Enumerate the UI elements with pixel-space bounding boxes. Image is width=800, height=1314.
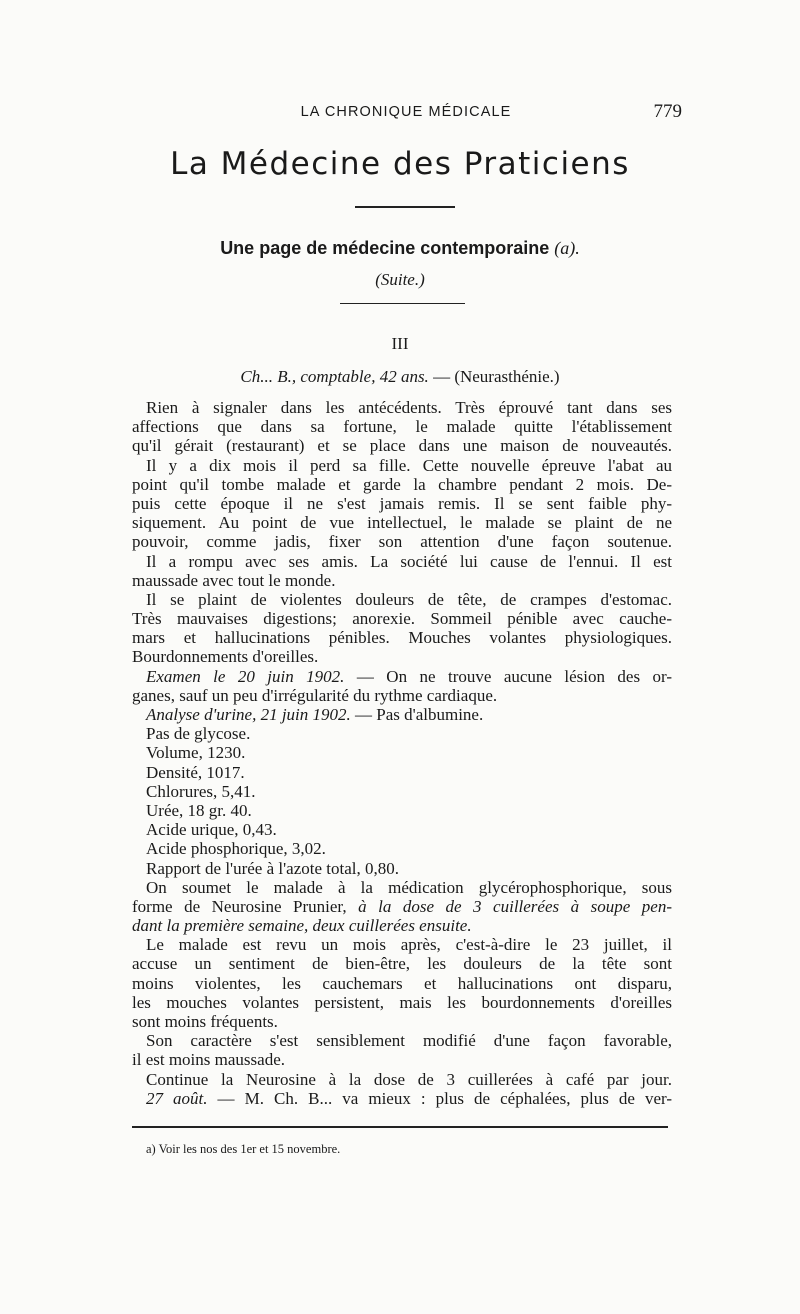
text-line xyxy=(132,667,672,686)
text-line xyxy=(132,417,672,436)
case-heading xyxy=(0,367,800,387)
text-span: Rapport de l'urée à l'azote total, 0,80. xyxy=(146,858,400,878)
text-span: dant la première semaine, deux cuillerées ensuite. xyxy=(132,916,472,936)
text-line xyxy=(132,820,672,839)
text-line xyxy=(132,705,672,724)
text-line xyxy=(132,974,672,993)
text-span: Il se plaint de violentes douleurs de tête, de crampes d'estomac. xyxy=(146,589,672,609)
text-line xyxy=(132,552,672,571)
text-span: Continue la Neurosine à la dose de 3 cuillerées à café par jour. xyxy=(146,1069,672,1089)
text-line xyxy=(132,494,672,513)
text-span: Son caractère s'est sensiblement modifié d'une façon favorable, xyxy=(146,1031,672,1051)
text-span: moins violentes, les cauchemars et hallucinations ont disparu, xyxy=(132,973,672,993)
text-line xyxy=(132,571,672,590)
text-span: — M. Ch. B... va mieux : plus de céphalées, plus de ver- xyxy=(207,1088,672,1108)
text-span: Examen le 20 juin 1902. xyxy=(146,666,345,686)
text-line xyxy=(132,1031,672,1050)
text-line xyxy=(132,686,672,705)
text-line xyxy=(132,436,672,455)
case-diagnosis: — (Neurasthénie.) xyxy=(428,367,560,386)
text-line xyxy=(132,590,672,609)
case-patient: Ch... B., comptable, 42 ans. xyxy=(240,367,429,386)
text-line xyxy=(132,839,672,858)
text-line xyxy=(132,1089,672,1108)
case-report-body xyxy=(132,398,672,1108)
text-line xyxy=(132,763,672,782)
footnote-divider xyxy=(132,1126,668,1128)
text-span: Très mauvaises digestions; anorexie. Sommeil pénible avec cauche- xyxy=(132,609,672,629)
text-span: Urée, 18 gr. 40. xyxy=(146,800,252,820)
text-span: à la dose de 3 cuillerées à soupe pen- xyxy=(358,896,672,916)
text-line xyxy=(132,398,672,417)
text-line xyxy=(132,456,672,475)
text-span: — On ne trouve aucune lésion des or- xyxy=(344,666,673,686)
text-span: Acide urique, 0,43. xyxy=(146,820,277,840)
text-span: Le malade est revu un mois après, c'est-à-dire le 23 juillet, il xyxy=(146,935,672,955)
text-span: Acide phosphorique, 3,02. xyxy=(146,839,326,859)
text-line xyxy=(132,801,672,820)
text-span: Pas de glycose. xyxy=(146,724,251,744)
text-line xyxy=(132,513,672,532)
text-line xyxy=(132,532,672,551)
text-span: affections que dans sa fortune, le malade quitte l'établissement xyxy=(132,417,672,437)
section-title: La Médecine des Praticiens xyxy=(170,146,630,182)
text-line xyxy=(132,743,672,762)
footnote-marker: (a). xyxy=(554,238,580,258)
text-line xyxy=(132,724,672,743)
text-span: — Pas d'albumine. xyxy=(350,705,484,724)
page-number: 779 xyxy=(653,101,682,122)
subtitle-divider xyxy=(340,303,465,304)
title-divider xyxy=(355,206,455,208)
continuation-note: (Suite.) xyxy=(375,270,425,289)
text-span: siquement. Au point de vue intellectuel, le malade se plaint de ne xyxy=(132,513,672,533)
text-span: puis cette époque il ne s'est jamais remis. Il se sent faible phy- xyxy=(132,493,672,513)
text-line xyxy=(132,954,672,973)
text-span: Chlorures, 5,41. xyxy=(146,781,256,801)
section-number: III xyxy=(391,334,409,353)
text-span: les mouches volantes persistent, mais les bourdonnements d'oreilles xyxy=(132,992,672,1012)
text-span: pouvoir, comme jadis, fixer son attention d'une façon soutenue. xyxy=(132,532,672,552)
text-span: On soumet le malade à la médication glycérophosphorique, sous xyxy=(146,877,672,897)
text-line xyxy=(132,993,672,1012)
text-span: 27 août. xyxy=(146,1088,208,1108)
text-span: ganes, sauf un peu d'irrégularité du rythme cardiaque. xyxy=(132,685,498,705)
text-span: mars et hallucinations pénibles. Mouches volantes physiologiques. xyxy=(132,628,672,648)
text-line xyxy=(132,628,672,647)
footnote: a) Voir les nos des 1er et 15 novembre. xyxy=(146,1142,341,1156)
text-line xyxy=(132,935,672,954)
text-line xyxy=(132,1070,672,1089)
text-span: Densité, 1017. xyxy=(146,762,245,782)
running-header xyxy=(130,101,682,128)
text-span: Il y a dix mois il perd sa fille. Cette nouvelle épreuve l'abat au xyxy=(146,455,672,475)
text-span: Bourdonnements d'oreilles. xyxy=(132,647,319,667)
article-subtitle xyxy=(0,238,800,259)
text-span: maussade avec tout le monde. xyxy=(132,570,336,590)
text-span: Il a rompu avec ses amis. La société lui cause de l'ennui. Il est xyxy=(146,551,672,571)
article-subtitle-text: Une page de médecine contemporaine xyxy=(220,238,550,258)
text-span: il est moins maussade. xyxy=(132,1050,285,1070)
text-span: point qu'il tombe malade et garde la chambre pendant 2 mois. De- xyxy=(132,474,672,494)
text-line xyxy=(132,916,672,935)
text-line xyxy=(132,859,672,878)
text-line xyxy=(132,647,672,666)
text-span: accuse un sentiment de bien-être, les douleurs de la tête sont xyxy=(132,954,672,974)
text-line xyxy=(132,1012,672,1031)
text-line xyxy=(132,878,672,897)
text-span: Rien à signaler dans les antécédents. Très éprouvé tant dans ses xyxy=(146,398,672,417)
text-span: qu'il gérait (restaurant) et se place dans une maison de nouveautés. xyxy=(132,436,672,456)
journal-title: LA CHRONIQUE MÉDICALE xyxy=(300,104,512,120)
text-span: Volume, 1230. xyxy=(146,743,246,763)
text-line xyxy=(132,782,672,801)
text-line xyxy=(132,609,672,628)
text-line xyxy=(132,897,672,916)
text-line xyxy=(132,475,672,494)
text-line xyxy=(132,1050,672,1069)
text-span: forme de Neurosine Prunier, xyxy=(132,896,359,916)
text-span: sont moins fréquents. xyxy=(132,1012,278,1031)
text-span: Analyse d'urine, 21 juin 1902. xyxy=(146,705,351,724)
